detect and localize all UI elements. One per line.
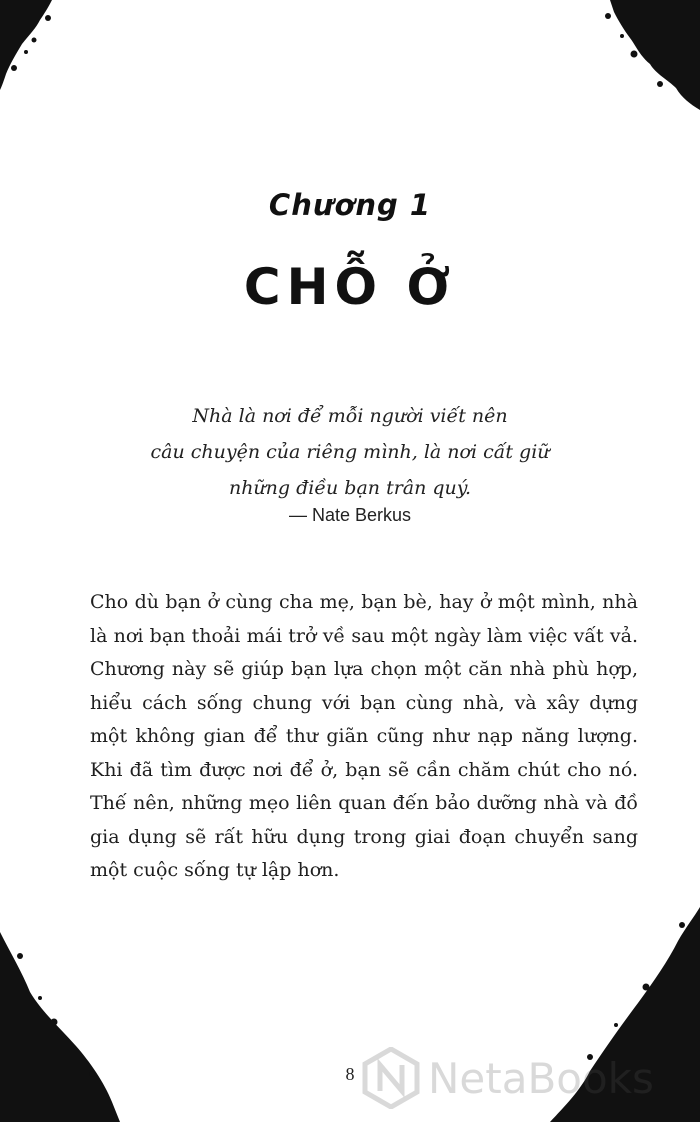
watermark-text: NetaBooks: [428, 1053, 654, 1103]
body-paragraph: Cho dù bạn ở cùng cha mẹ, bạn bè, hay ở một mình, nhà là nơi bạn thoải mái trở về sau một ngày làm việc vất vả. Chương này sẽ giúp bạn lựa chọn một căn nhà phù hợp, hiểu cách sống chung với bạn cùng nhà, và xây dựng một không gian để thư giãn cũng như nạp năng lượng. Khi đã tìm được nơi để ở, bạn sẽ cần chăm chút cho nó. Thế nên, những mẹo liên quan đến bảo dưỡng nhà và đồ gia dụng sẽ rất hữu dụng trong giai đoạn chuyển sang một cuộc sống tự lập hơn.: [90, 591, 638, 881]
watermark: [362, 1045, 654, 1111]
epigraph-line: những điều bạn trân quý.: [228, 477, 472, 499]
page-number: 8: [345, 1064, 355, 1084]
chapter-label: Chương 1: [268, 188, 432, 222]
epigraph-line: Nhà là nơi để mỗi người viết nên: [192, 405, 508, 427]
ink-corner-top-right-icon: [590, 0, 700, 110]
ink-corner-bottom-left-icon: [0, 932, 120, 1122]
epigraph-quote: [0, 398, 700, 506]
chapter-title: CHỖ Ở: [243, 258, 457, 316]
ink-corner-top-left-icon: [0, 0, 60, 90]
watermark-logo-icon: [362, 1047, 420, 1109]
epigraph-line: câu chuyện của riêng mình, là nơi cất giữ: [150, 441, 550, 463]
epigraph-attribution: — Nate Berkus: [288, 505, 412, 525]
